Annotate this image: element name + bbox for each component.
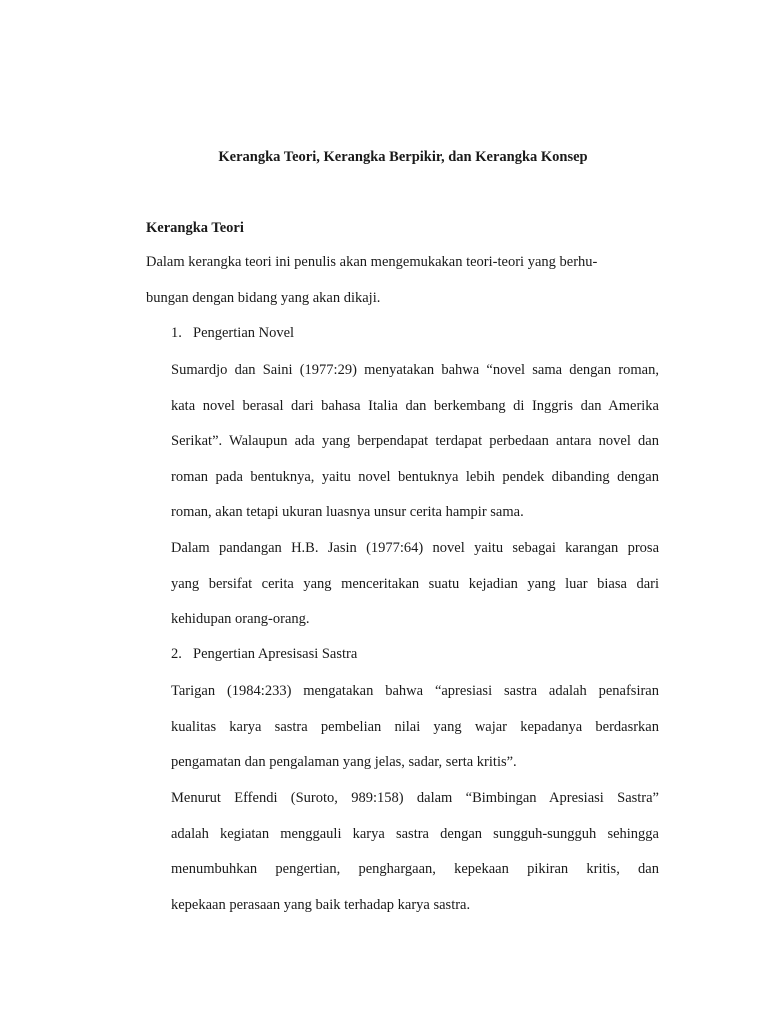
intro-line: Dalam kerangka teori ini penulis akan mengemukakan teori-teori yang berhu- (146, 254, 598, 270)
document-title: Kerangka Teori, Kerangka Berpikir, dan Kerangka Konsep (218, 149, 588, 165)
paragraph-line: roman, akan tetapi ukuran luasnya unsur cerita hampir sama. (171, 504, 524, 520)
paragraph-tarigan (171, 674, 659, 781)
paragraph-line: Dalam pandangan H.B. Jasin (1977:64) novel yaitu sebagai karangan prosa (171, 540, 659, 556)
list-number: 1. (171, 325, 182, 341)
list-number: 2. (171, 646, 182, 662)
intro-paragraph (146, 245, 646, 316)
paragraph-sumardjo (171, 353, 659, 531)
paragraph-line: kehidupan orang-orang. (171, 611, 310, 627)
section-heading: Kerangka Teori (146, 220, 244, 236)
paragraph-line: kata novel berasal dari bahasa Italia dan berkembang di Inggris dan Amerika (171, 397, 659, 414)
paragraph-line: Serikat”. Walaupun ada yang berpendapat terdapat perbedaan antara novel dan (171, 433, 659, 449)
list-item-pengertian-novel (171, 322, 294, 344)
paragraph-line: Sumardjo dan Saini (1977:29) menyatakan bahwa “novel sama dengan roman, (171, 362, 659, 378)
paragraph-jasin (171, 531, 659, 638)
paragraph-line: pengamatan dan pengalaman yang jelas, sadar, serta kritis”. (171, 754, 517, 770)
paragraph-line: Tarigan (1984:233) mengatakan bahwa “apresiasi sastra adalah penafsiran (171, 683, 659, 699)
paragraph-line: kepekaan perasaan yang baik terhadap karya sastra. (171, 896, 471, 913)
paragraph-line: adalah kegiatan menggauli karya sastra dengan sungguh-sungguh sehingga (171, 825, 659, 842)
paragraph-line: roman pada bentuknya, yaitu novel bentuknya lebih pendek dibanding dengan (171, 468, 659, 485)
list-item-label: Pengertian Apresisasi Sastra (193, 646, 358, 662)
paragraph-line: Menurut Effendi (Suroto, 989:158) dalam “Bimbingan Apresiasi Sastra” (171, 790, 659, 806)
paragraph-line: yang bersifat cerita yang menceritakan suatu kejadian yang luar biasa dari (171, 575, 659, 592)
paragraph-line: menumbuhkan pengertian, penghargaan, kepekaan pikiran kritis, dan (171, 861, 659, 877)
list-item-apresiasi-sastra (171, 643, 357, 665)
list-item-label: Pengertian Novel (193, 325, 295, 341)
intro-line: bungan dengan bidang yang akan dikaji. (146, 289, 381, 306)
paragraph-effendi (171, 781, 659, 923)
paragraph-line: kualitas karya sastra pembelian nilai yang wajar kepadanya berdasrkan (171, 718, 659, 735)
